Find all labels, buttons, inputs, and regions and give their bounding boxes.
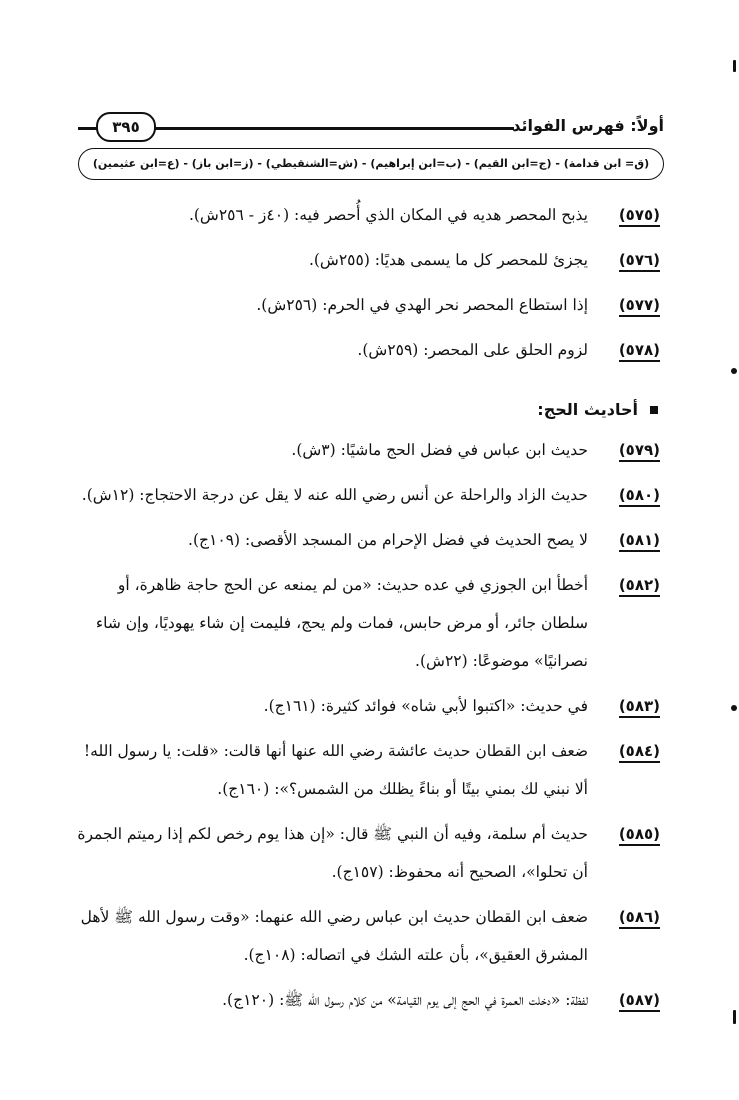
entry-number-text: (٥٧٦)	[619, 251, 660, 272]
entry-text: إذا استطاع المحصر نحر الهدي في الحرم: (٢٥٦ش).	[256, 296, 588, 314]
margin-mark-icon	[733, 60, 736, 72]
entry-text: ضعف ابن القطان حديث عائشة رضي الله عنها أنها قالت: «قلت: يا رسول الله! ألا نبني لك بمني بيتًا أو بناءً يظلك من الشمس؟»: (١٦٠ج).	[83, 742, 588, 798]
entry-number	[594, 331, 660, 369]
entry-text: لفظة: «دخلت العمرة في الحج إلى يوم القيامة» من كلام رسول الله ﷺ: (١٢٠ج).	[222, 991, 588, 1009]
margin-mark-icon	[733, 1010, 736, 1024]
entry-number	[594, 196, 660, 234]
entry-text: أخطأ ابن الجوزي في عده حديث: «من لم يمنعه عن الحج حاجة ظاهرة، أو سلطان جائر، أو مرض حابس، فمات ولم يحج، فليمت إن شاء يهوديًا، وإن شاء نصرانيًا» موضوعًا: (٢٢ش).	[95, 576, 588, 670]
entry-item	[75, 566, 660, 680]
entry-number-text: (٥٧٨)	[619, 341, 660, 362]
entry-number	[594, 241, 660, 279]
entry-item	[75, 732, 660, 808]
entry-text: حديث ابن عباس في فضل الحج ماشيًا: (٣ش).	[291, 441, 588, 459]
entry-text: لا يصح الحديث في فضل الإحرام من المسجد الأقصى: (١٠٩ج).	[188, 531, 588, 549]
entry-text: حديث الزاد والراحلة عن أنس رضي الله عنه لا يقل عن درجة الاحتجاج: (١٢ش).	[81, 486, 588, 504]
entry-item	[75, 286, 660, 324]
entry-item	[75, 898, 660, 974]
entry-number-text: (٥٨٢)	[619, 576, 660, 597]
abbreviation-legend: (ق= ابن قدامة) - (ج=ابن القيم) - (ب=ابن إبراهيم) - (ش=الشنقيطي) - (ز=ابن باز) - (ع=ابن عثيمين)	[78, 148, 664, 180]
entries-group-b	[75, 431, 660, 1019]
section-title: أحاديث الحج:	[537, 400, 638, 419]
entry-text: لزوم الحلق على المحصر: (٢٥٩ش).	[357, 341, 588, 359]
entry-item	[75, 815, 660, 891]
margin-dot-icon	[731, 368, 737, 374]
entries-group-a	[75, 196, 660, 369]
entry-number-text: (٥٨١)	[619, 531, 660, 552]
entry-item	[75, 476, 660, 514]
page-number: ٣٩٥	[96, 112, 156, 142]
entry-number	[594, 476, 660, 514]
entry-item	[75, 981, 660, 1019]
entry-text: حديث أم سلمة، وفيه أن النبي ﷺ قال: «إن هذا يوم رخص لكم إذا رميتم الجمرة أن تحلوا»، الصحيح أنه محفوظ: (١٥٧ج).	[77, 825, 588, 881]
entry-number	[594, 286, 660, 324]
entry-number	[594, 898, 660, 936]
entry-number-text: (٥٨٥)	[619, 825, 660, 846]
entry-item	[75, 521, 660, 559]
entry-text: ضعف ابن القطان حديث ابن عباس رضي الله عنهما: «وقت رسول الله ﷺ لأهل المشرق العقيق»، بأن علته الشك في اتصاله: (١٠٨ج).	[80, 908, 588, 964]
entry-number-text: (٥٧٥)	[619, 206, 660, 227]
entries-list	[75, 196, 660, 1026]
margin-dot-icon	[731, 705, 737, 711]
page-title: أولاً: فهرس الفوائد	[512, 116, 664, 135]
entry-number	[594, 431, 660, 469]
entry-text: يذبح المحصر هديه في المكان الذي أُحصر فيه: (٤٠ز - ٢٥٦ش).	[188, 206, 588, 224]
entry-number	[594, 521, 660, 559]
entry-number-text: (٥٨٦)	[619, 908, 660, 929]
entry-text: يجزئ للمحصر كل ما يسمى هديًا: (٢٥٥ش).	[308, 251, 588, 269]
entry-item	[75, 687, 660, 725]
entry-number-text: (٥٧٩)	[619, 441, 660, 462]
entry-number	[594, 687, 660, 725]
entry-number	[594, 815, 660, 853]
entry-number-text: (٥٨٠)	[619, 486, 660, 507]
entry-number	[594, 566, 660, 604]
entry-item	[75, 241, 660, 279]
entry-item	[75, 431, 660, 469]
section-heading	[75, 395, 660, 425]
entry-item	[75, 196, 660, 234]
entry-text: في حديث: «اكتبوا لأبي شاه» فوائد كثيرة: (١٦١ج).	[263, 697, 588, 715]
entry-number-text: (٥٧٧)	[619, 296, 660, 317]
page-header	[78, 112, 664, 146]
entry-number-text: (٥٨٧)	[619, 991, 660, 1012]
entry-number	[594, 732, 660, 770]
entry-number	[594, 981, 660, 1019]
entry-number-text: (٥٨٤)	[619, 742, 660, 763]
entry-number-text: (٥٨٣)	[619, 697, 660, 718]
square-bullet-icon	[650, 406, 658, 414]
entry-item	[75, 331, 660, 369]
